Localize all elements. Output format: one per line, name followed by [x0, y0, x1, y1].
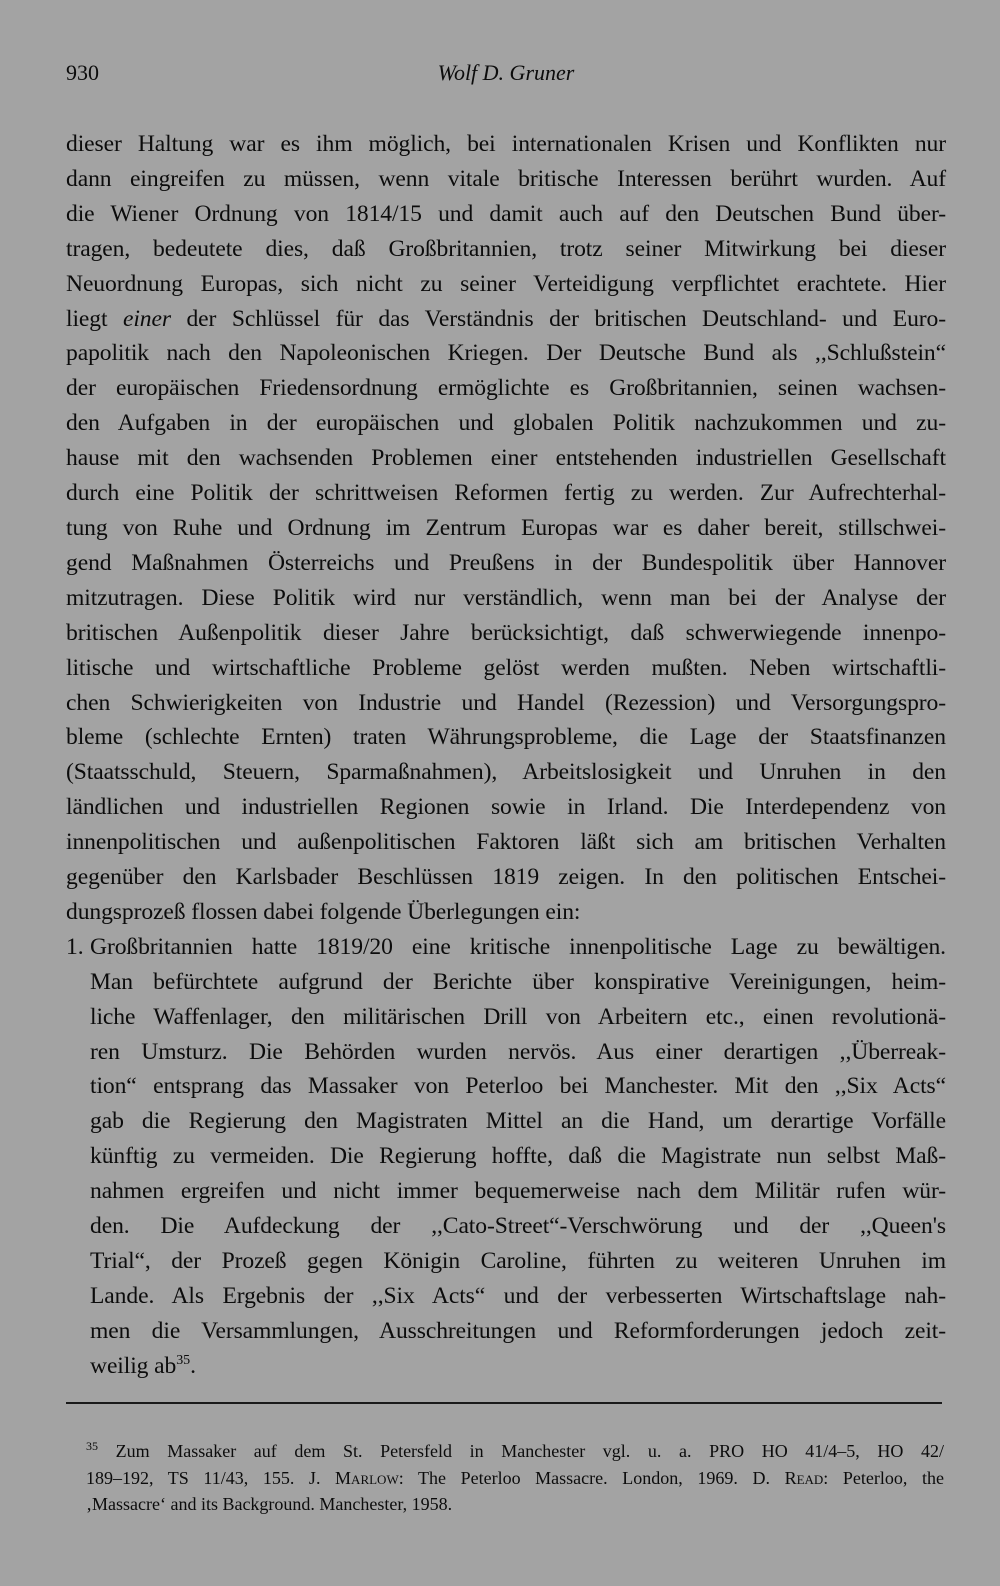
text-line: papolitik nach den Napoleonischen Kriegen. Der Deutsche Bund als ,,Schlußstein“ — [66, 340, 946, 367]
body-text — [66, 127, 946, 1384]
text-span: liegt — [66, 305, 123, 332]
text-line: die Wiener Ordnung von 1814/15 und damit auch auf den Deutschen Bund über- — [66, 200, 946, 227]
page-header — [66, 60, 946, 96]
emphasis: einer — [122, 305, 171, 332]
footnote-rule — [66, 1402, 942, 1404]
text-span: weilig ab — [90, 1352, 177, 1379]
text-line: gend Maßnahmen Österreichs und Preußens in der Bundespolitik über Hannover — [66, 549, 946, 576]
text-line: tung von Ruhe und Ordnung im Zentrum Europas war es daher bereit, stillschwei- — [66, 514, 946, 541]
text-line: Trial“, der Prozeß gegen Königin Caroline, führten zu weiteren Unruhen im — [90, 1248, 946, 1274]
text-line: ren Umsturz. Die Behörden wurden nervös. Aus einer derartigen ,,Überreak- — [90, 1038, 946, 1065]
footnote-line — [86, 1465, 944, 1492]
text-line: tragen, bedeutete dies, daß Großbritannien, trotz seiner Mitwirkung bei dieser — [66, 235, 946, 262]
text-span: : Peterloo, the — [823, 1467, 944, 1488]
footnote-ref: 35 — [176, 1352, 191, 1368]
text-line: künftig zu vermeiden. Die Regierung hoffte, daß die Magistrate nun selbst Maß- — [90, 1143, 946, 1170]
text-line: litische und wirtschaftliche Probleme gelöst werden mußten. Neben wirtschaftli- — [66, 654, 946, 681]
page-number: 930 — [66, 60, 99, 85]
text-line: dungsprozeß flossen dabei folgende Überlegungen ein: — [66, 898, 581, 925]
list-item-text — [90, 930, 946, 1349]
text-line: gegenüber den Karlsbader Beschlüssen 1819 zeigen. In den politischen Entschei- — [66, 864, 946, 891]
text-line: dieser Haltung war es ihm möglich, bei internationalen Krisen und Konflikten nur — [66, 131, 946, 157]
text-span: 189–192, TS 11/43, 155. J. — [86, 1467, 336, 1488]
text-line: Neuordnung Europas, sich nicht zu seiner Verteidigung verpflichtet erachtete. Hier — [66, 270, 946, 297]
text-line — [90, 1349, 946, 1384]
text-line: den Aufgaben in der europäischen und globalen Politik nachzukommen und zu- — [66, 410, 946, 437]
author-name: Read — [784, 1467, 824, 1488]
text-line: innenpolitischen und außenpolitischen Faktoren läßt sich am britischen Verhalten — [66, 829, 946, 856]
author-name: Marlow — [335, 1467, 399, 1488]
list-number: 1. — [66, 933, 84, 960]
text-line: durch eine Politik der schrittweisen Reformen fertig zu werden. Zur Aufrechterhal- — [66, 480, 946, 507]
text-line — [66, 302, 946, 337]
text-line: den. Die Aufdeckung der ,,Cato-Street“-Verschwörung und der ,,Queen's — [90, 1213, 946, 1240]
text-line: chen Schwierigkeiten von Industrie und Handel (Rezession) und Versorgungspro- — [66, 689, 946, 716]
footnote-marker: 35 — [86, 1439, 98, 1453]
text-line: gab die Regierung den Magistraten Mittel an die Hand, um derartige Vorfälle — [90, 1108, 946, 1135]
text-line: nahmen ergreifen und nicht immer bequemerweise nach dem Militär rufen wür- — [90, 1178, 946, 1205]
text-line: Man befürchtete aufgrund der Berichte über konspirative Vereinigungen, heim- — [90, 968, 946, 995]
text-line: mitzutragen. Diese Politik wird nur verständlich, wenn man bei der Analyse der — [66, 584, 946, 611]
text-line: Großbritannien hatte 1819/20 eine kritische innenpolitische Lage zu bewältigen. — [90, 933, 946, 960]
list-item — [66, 930, 946, 1384]
text-line: hause mit den wachsenden Problemen einer entstehenden industriellen Gesellschaft — [66, 445, 946, 472]
text-line: liche Waffenlager, den militärischen Drill von Arbeitern etc., einen revolutionä- — [90, 1003, 946, 1030]
paragraph — [66, 127, 946, 930]
text-line: men die Versammlungen, Ausschreitungen und Reformforderungen jedoch zeit- — [90, 1317, 946, 1344]
text-line: (Staatsschuld, Steuern, Sparmaßnahmen), Arbeitslosigkeit und Unruhen in den — [66, 759, 946, 786]
text-span: Zum Massaker auf dem St. Petersfeld in Manchester vgl. u. a. PRO HO 41/4–5, HO 42/ — [115, 1441, 945, 1461]
footnote-line — [86, 1438, 944, 1465]
text-line: dann eingreifen zu müssen, wenn vitale britische Interessen berührt wurden. Auf — [66, 165, 946, 192]
text-span: : The Peterloo Massacre. London, 1969. D. — [398, 1467, 785, 1488]
text-span: der Schlüssel für das Verständnis der britischen Deutschland- und Euro- — [170, 305, 947, 332]
text-line: tion“ entsprang das Massaker von Peterloo bei Manchester. Mit den ,,Six Acts“ — [90, 1073, 946, 1100]
footnote-line: ‚Massacre‘ and its Background. Manchester, 1958. — [86, 1494, 453, 1514]
text-line: der europäischen Friedensordnung ermöglichte es Großbritannien, seinen wachsen- — [66, 375, 946, 402]
text-span: . — [190, 1352, 196, 1379]
running-head: Wolf D. Gruner — [437, 60, 575, 85]
footnotes — [86, 1438, 944, 1518]
text-line: bleme (schlechte Ernten) traten Währungsprobleme, die Lage der Staatsfinanzen — [66, 724, 946, 751]
text-line: ländlichen und industriellen Regionen sowie in Irland. Die Interdependenz von — [66, 794, 946, 821]
text-line: britischen Außenpolitik dieser Jahre berücksichtigt, daß schwerwiegende innenpo- — [66, 619, 946, 646]
text-line: Lande. Als Ergebnis der ,,Six Acts“ und der verbesserten Wirtschaftslage nah- — [90, 1282, 946, 1309]
